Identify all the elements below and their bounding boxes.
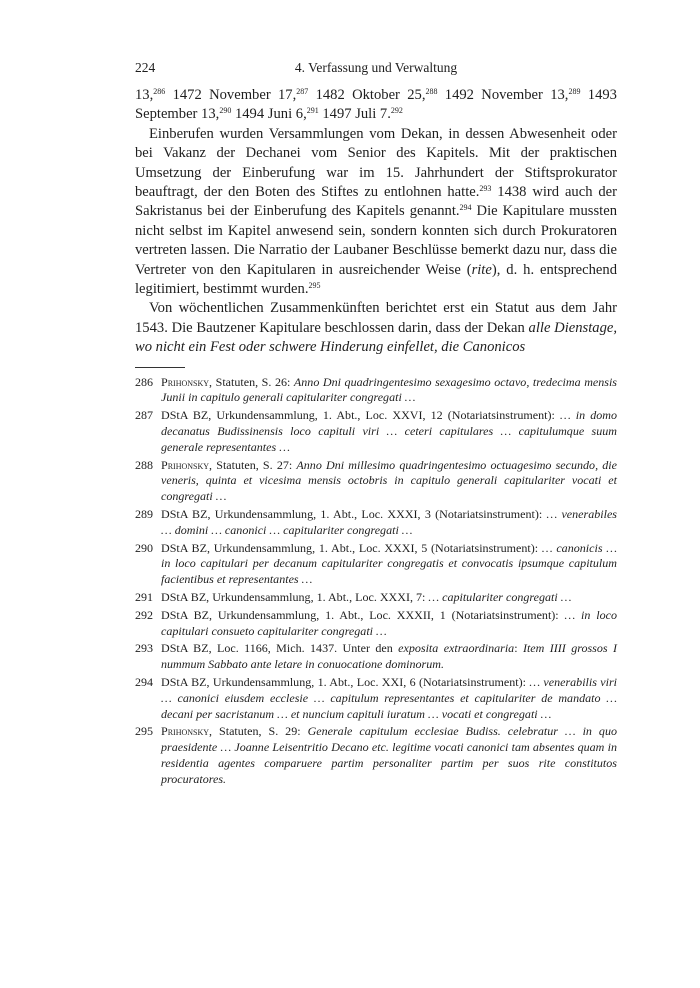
footnote-text: DStA BZ, Urkundensammlung, 1. Abt., Loc. XXI, 6 (Notariatsinstrument): xyxy=(161,675,530,690)
footnote-text: DStA BZ, Urkundensammlung, 1. Abt., Loc. XXXI, 3 (Notariatsinstrument): xyxy=(161,507,547,522)
footnote-ref[interactable]: 294 xyxy=(459,203,472,213)
footnote-ref[interactable]: 295 xyxy=(308,281,321,291)
footnote-text: Anno Dni quadringentesimo sexagesimo octavo, tredecima mensis Junii in capitulo generali capitulariter congregati … xyxy=(161,374,617,405)
footnote-text: Anno Dni millesimo quadringentesimo octuagesimo secundo, die veneris, quinta et vicesima mensis octobris in capitulo generali capitulariter vocati et congregati … xyxy=(161,457,617,504)
footnote-text: , Statuten, S. 29: xyxy=(209,724,308,739)
footnote-ref[interactable]: 293 xyxy=(479,184,492,194)
footnote-number: 291 xyxy=(135,590,154,605)
footnote-number: 287 xyxy=(135,408,154,423)
footnote-ref[interactable]: 290 xyxy=(219,106,232,116)
text-run: 1497 Juli 7. xyxy=(318,106,391,123)
page xyxy=(135,60,617,790)
footnote-text: … in domo decanatus Budissinensis loco capituli viri … ceteri capitulares … capitulumque suum generale representantes … xyxy=(161,408,617,454)
footnote xyxy=(135,675,617,722)
footnote xyxy=(135,375,617,407)
footnote-text: … capitulariter congregati … xyxy=(428,590,572,605)
footnote-number: 286 xyxy=(135,374,154,389)
footnote xyxy=(135,608,617,640)
body-text xyxy=(135,86,617,358)
footnote-text: exposita extraordinaria xyxy=(398,641,515,656)
footnote-text: , Statuten, S. 27: xyxy=(209,457,297,472)
author-name: Prihonsky xyxy=(161,724,210,739)
author-name: Prihonsky xyxy=(161,457,210,472)
footnote xyxy=(135,458,617,505)
italic-quote: alle Dienstage, wo nicht ein Fest oder schwere Hinderung einfellet, die Canonicos xyxy=(135,319,617,356)
footnote xyxy=(135,724,617,787)
text-run: 13, xyxy=(135,87,154,103)
footnote xyxy=(135,541,617,588)
page-number: 224 xyxy=(135,60,156,75)
text-run: 1438 wird auch der Sakristanus bei der Einberufung des Kapitels genannt. xyxy=(135,184,618,220)
footnotes xyxy=(135,375,617,788)
footnote-number: 293 xyxy=(135,641,154,656)
footnote-text: DStA BZ, Urkundensammlung, 1. Abt., Loc. XXVI, 12 (Notariatsinstrument): xyxy=(161,408,560,423)
footnote-text: DStA BZ, Urkundensammlung, 1. Abt., Loc. XXXI, 5 (Notariatsinstrument): xyxy=(161,540,542,555)
author-name: Prihonsky xyxy=(161,374,210,389)
footnote-ref[interactable]: 287 xyxy=(296,87,309,96)
text-run: Die Kapitulare mussten nicht selbst im Kapitel anwesend sein, sondern konnten sich durch Prokuratoren vertreten lassen. Die Narratio der Laubaner Beschlüsse bemerkt dazu nur, dass die Vertreter von den Kapitularen in ausreichender Weise ( xyxy=(135,203,617,278)
paragraph xyxy=(135,86,617,125)
text-run: 1492 November 13, xyxy=(437,87,569,103)
footnote-text: … venerabilis viri … canonici eiusdem ecclesie … capitulum representantes et capitulariter de mandato … decani per sacristanum … et nuncium capituli iuratum … vocati et congregati … xyxy=(161,675,617,721)
chapter-title: 4. Verfassung und Verwaltung xyxy=(294,60,458,75)
footnote-text: , Statuten, S. 26: xyxy=(209,374,294,389)
footnote-number: 288 xyxy=(135,457,154,472)
footnote xyxy=(135,408,617,455)
footnote-text: DStA BZ, Urkundensammlung, 1. Abt., Loc. XXXI, 7: xyxy=(161,590,429,605)
footnote-number: 289 xyxy=(135,507,154,522)
footnote-text: DStA BZ, Urkundensammlung, 1. Abt., Loc. XXXII, 1 (Notariatsinstrument): xyxy=(161,607,565,622)
paragraph xyxy=(135,125,617,300)
footnote-separator xyxy=(135,367,185,368)
footnote-ref[interactable]: 288 xyxy=(425,87,438,96)
footnote-text: Item IIII grossos I nummum Sabbato ante letare in conuocatione dominorum. xyxy=(161,641,617,672)
text-run: ), d. h. entsprechend legitimiert, bestimmt wurden. xyxy=(135,261,617,298)
text-run: 1472 November 17, xyxy=(165,87,297,103)
paragraph xyxy=(135,299,617,357)
footnote-text: DStA BZ, Loc. 1166, Mich. 1437. Unter den xyxy=(161,641,399,656)
text-run: Von wöchentlichen Zusammenkünften berichtet erst ein Statut aus dem Jahr 1543. Die Bautzener Kapitulare beschlossen darin, dass der Dekan xyxy=(135,300,617,336)
text-run: 1493 September 13, xyxy=(135,87,617,123)
footnote-number: 292 xyxy=(135,607,154,622)
footnote xyxy=(135,507,617,539)
footnote-text: Generale capitulum ecclesiae Budiss. celebratur … in quo praesidente … Joanne Leisentritio Decano etc. legitime vocati canonici tam absentes quam in residentia agentes comparuere partim personaliter partim per suos rite constitutos procuratores. xyxy=(161,724,617,786)
footnote xyxy=(135,641,617,673)
footnote-text: … in loco capitulari consueto capitulariter congregati … xyxy=(161,607,617,638)
footnote-ref[interactable]: 291 xyxy=(306,106,319,116)
footnote-ref[interactable]: 289 xyxy=(568,87,581,96)
text-run: 1494 Juni 6, xyxy=(231,106,307,123)
footnote xyxy=(135,590,617,606)
footnote-text: … venerabiles … domini … canonici … capitulariter congregati … xyxy=(161,507,617,537)
italic-term: rite xyxy=(471,261,492,278)
running-header xyxy=(135,60,617,82)
footnote-number: 294 xyxy=(135,675,154,690)
text-run: 1482 Oktober 25, xyxy=(308,87,426,103)
footnote-ref[interactable]: 286 xyxy=(153,87,166,96)
footnote-text: … canonicis … in loco capitulari per decanum capitulariter congregatis et convocatis ipsumque capitulum facientibus et representantes … xyxy=(161,540,617,587)
footnote-number: 290 xyxy=(135,540,154,555)
text-run: Einberufen wurden Versammlungen vom Dekan, in dessen Abwesenheit oder bei Vakanz der Dechanei vom Senior des Kapitels. Mit der praktischen Umsetzung der Einberufung war im 15. Jahrhundert der Stiftsprokurator beauftragt, der den Boten des Stiftes zu entlohnen hatte. xyxy=(135,125,617,201)
footnote-text: : xyxy=(514,641,523,656)
footnote-ref[interactable]: 292 xyxy=(390,106,403,116)
footnote-number: 295 xyxy=(135,724,154,739)
